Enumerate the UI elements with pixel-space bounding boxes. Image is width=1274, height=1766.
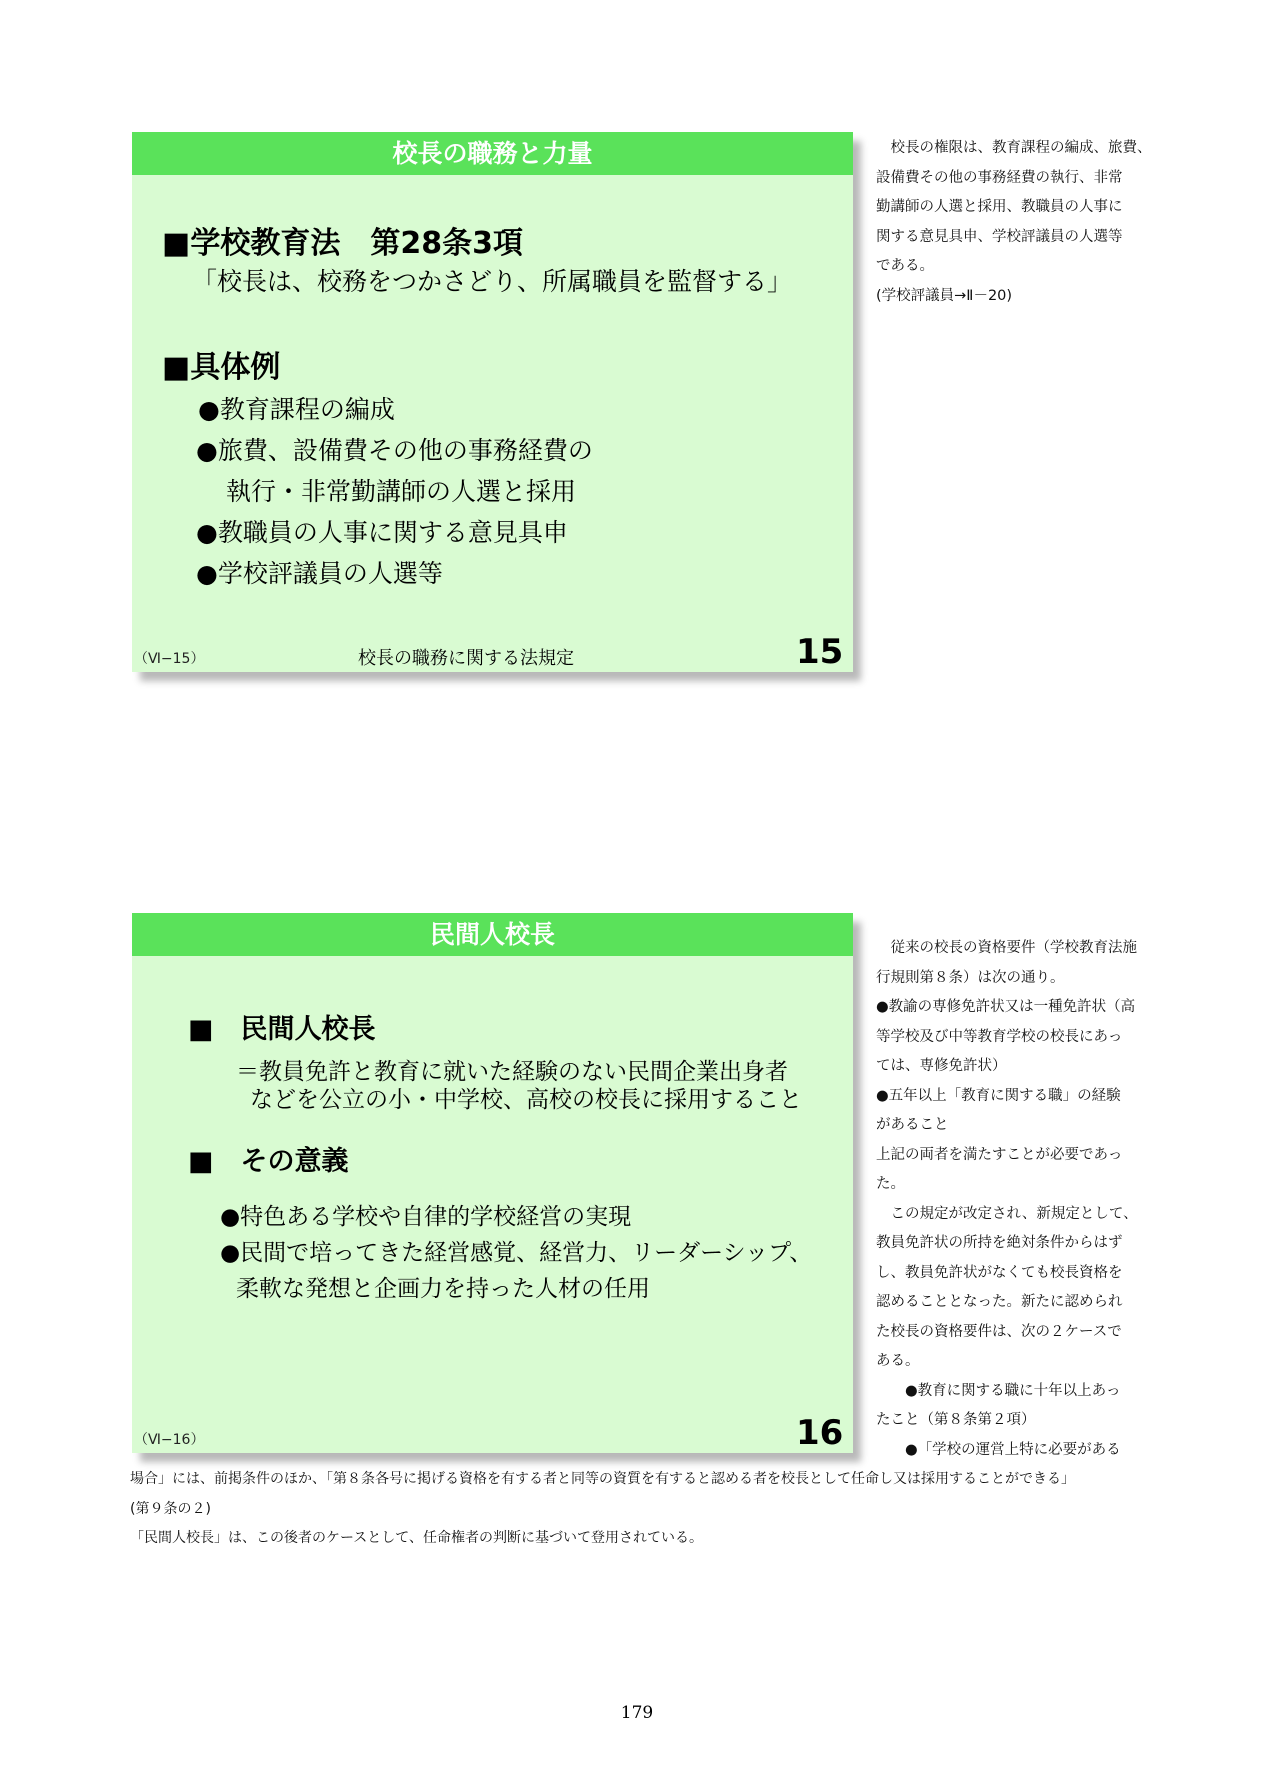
- definition-line: ＝教員免許と教育に就いた経験のない民間企業出身者: [236, 1059, 788, 1085]
- note-line: 行規則第８条）は次の通り。: [876, 969, 1065, 986]
- bullet-item: ●旅費、設備費その他の事務経費の: [196, 436, 593, 465]
- bullet-item: ●学校評議員の人選等: [196, 559, 443, 588]
- note-line: 校長の権限は、教育課程の編成、旅費、: [876, 140, 1152, 156]
- note-line: ●「学校の運営上特に必要がある: [876, 1441, 1121, 1458]
- slide-reference: （Ⅵ−16）: [134, 1432, 205, 1448]
- note-line: 関する意見具申、学校評議員の人選等: [876, 228, 1123, 245]
- slide-title: 民間人校長: [132, 913, 853, 956]
- note-line: 認めることとなった。新たに認められ: [876, 1294, 1123, 1310]
- note-line: ては、専修免許状）: [876, 1058, 1007, 1074]
- note-line: (学校評議員→Ⅱ－20): [876, 287, 1013, 304]
- note-line: ●五年以上「教育に関する職」の経験: [876, 1087, 1121, 1104]
- law-quote: 「校長は、校務をつかさどり、所属職員を監督する」: [192, 267, 793, 296]
- definition-line: などを公立の小・中学校、高校の校長に採用すること: [250, 1087, 802, 1113]
- note-line: 等学校及び中等教育学校の校長にあっ: [876, 1028, 1123, 1045]
- bottom-note: [130, 1465, 1075, 1554]
- note-line: し、教員免許状がなくても校長資格を: [876, 1264, 1123, 1281]
- note-line: 設備費その他の事務経費の執行、非常: [876, 169, 1123, 186]
- slide-number: 15: [796, 632, 844, 672]
- note-line: ●教育に関する職に十年以上あっ: [876, 1382, 1121, 1399]
- note-line: た。: [876, 1176, 905, 1192]
- note-line: (第９条の２): [130, 1500, 211, 1517]
- slide-title: 校長の職務と力量: [132, 132, 853, 175]
- note-line: である。: [876, 258, 934, 274]
- bullet-item-continuation: 執行・非常勤講師の人選と採用: [226, 477, 577, 506]
- slide-number: 16: [796, 1413, 844, 1453]
- side-note-1: [876, 134, 1152, 311]
- note-line: この規定が改定され、新規定として、: [876, 1205, 1138, 1222]
- bullet-item: ●教育課程の編成: [198, 395, 395, 424]
- slide-reference: （Ⅵ−15）: [134, 651, 205, 667]
- section-heading-significance: ■ その意義: [188, 1146, 349, 1177]
- note-line: 「民間人校長」は、この後者のケースとして、任命権者の判断に基づいて登用されている。: [130, 1530, 704, 1546]
- bullet-item-continuation: 柔軟な発想と企画力を持った人材の任用: [236, 1276, 650, 1302]
- side-note-2: [876, 934, 1138, 1465]
- bullet-item: ●民間で培ってきた経営感覚、経営力、リーダーシップ、: [220, 1240, 813, 1266]
- note-line: 従来の校長の資格要件（学校教育法施: [876, 940, 1137, 956]
- note-line: たこと（第８条第２項）: [876, 1412, 1036, 1428]
- bullet-item: ●特色ある学校や自律的学校経営の実現: [220, 1204, 632, 1230]
- note-line: ●教諭の専修免許状又は一種免許状（高: [876, 999, 1136, 1015]
- page-number: 179: [620, 1703, 654, 1723]
- note-line: ある。: [876, 1353, 920, 1369]
- note-line: 上記の両者を満たすことが必要であっ: [876, 1146, 1123, 1163]
- note-line: があること: [876, 1117, 949, 1133]
- section-heading-examples: ■具体例: [162, 350, 281, 385]
- slide-principal-duties: [132, 132, 853, 672]
- note-line: 勤講師の人選と採用、教職員の人事に: [876, 199, 1123, 215]
- section-heading-private-principal: ■ 民間人校長: [188, 1014, 376, 1045]
- slide-caption: 校長の職務に関する法規定: [358, 648, 574, 669]
- note-line: た校長の資格要件は、次の２ケースで: [876, 1323, 1122, 1340]
- note-line: 場合」には、前掲条件のほか、「第８条各号に掲げる資格を有する者と同等の資質を有すると認める者を校長として任命し又は採用することができる」: [130, 1471, 1075, 1487]
- note-line: 教員免許状の所持を絶対条件からはず: [876, 1235, 1123, 1251]
- bullet-item: ●教職員の人事に関する意見具申: [196, 518, 568, 547]
- section-heading-school-education-law: ■学校教育法 第28条3項: [162, 226, 523, 261]
- slide-private-sector-principal: [132, 913, 853, 1453]
